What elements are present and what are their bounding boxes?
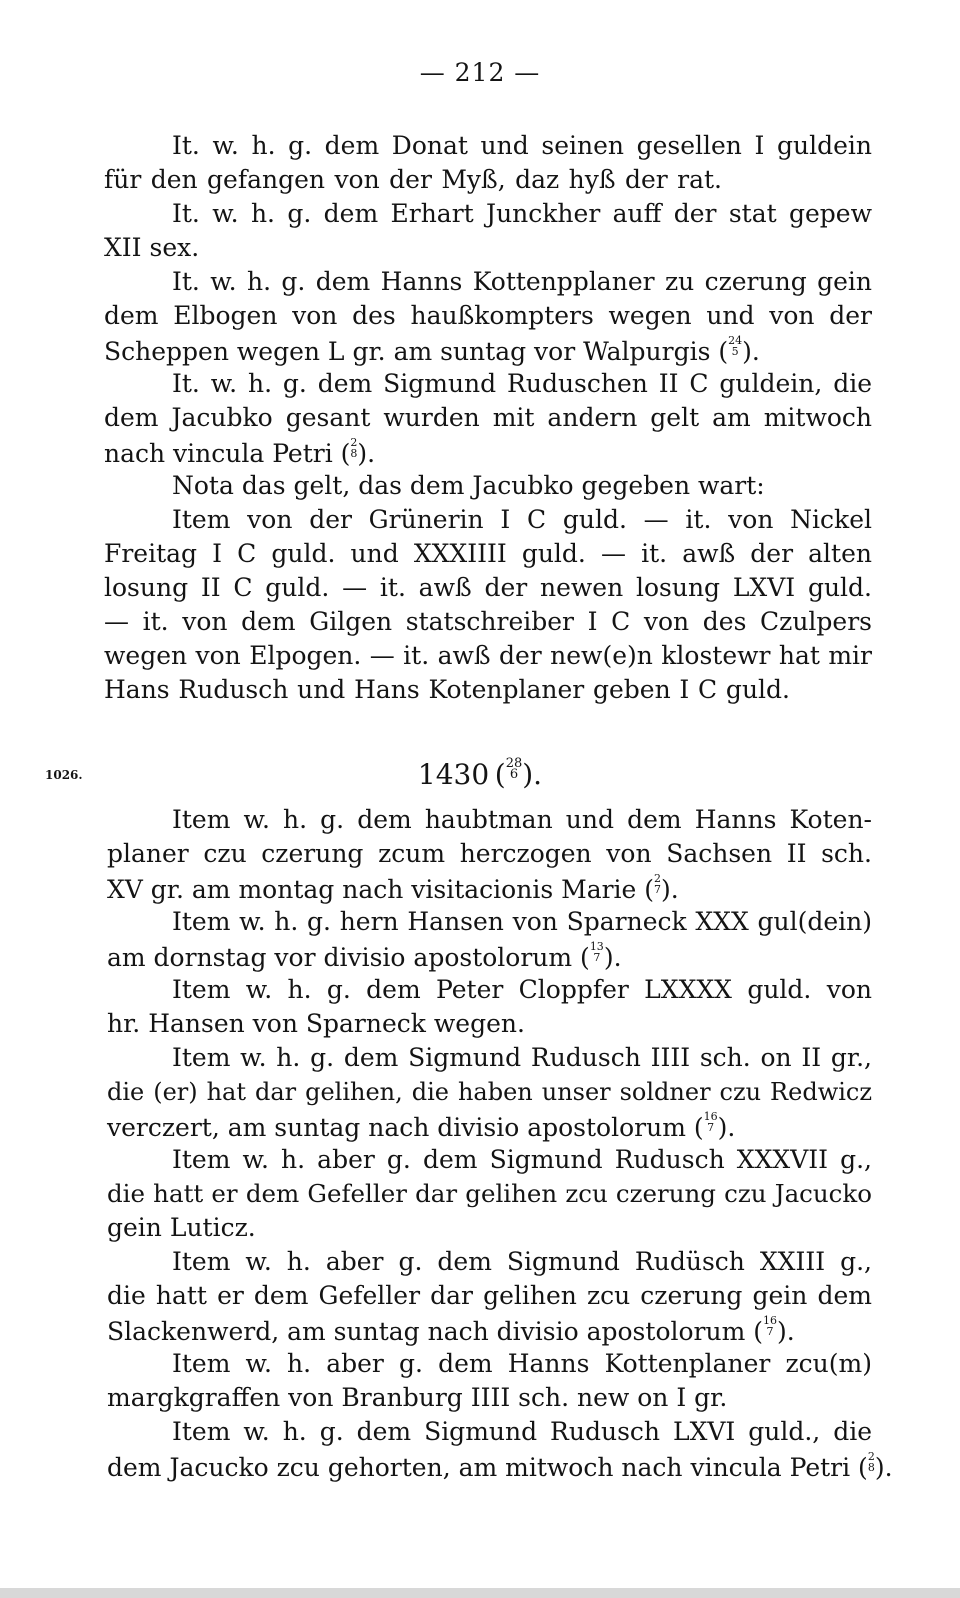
- date-fraction: 24 5: [728, 334, 743, 358]
- text-line: am dornstag vor divisio apostolorum ( 13 7 ).: [107, 940, 622, 972]
- date-fraction: 16 7: [763, 1314, 777, 1338]
- text-line: gein Luticz.: [107, 1213, 256, 1242]
- date-fraction: 28 6: [505, 756, 523, 782]
- margin-entry-number: 1026.: [45, 768, 83, 782]
- text-line: die hatt er dem Gefeller dar gelihen zcu czerung gein dem: [107, 1281, 872, 1310]
- text-line: It. w. h. g. dem Hanns Kottenpplaner zu czerung gein: [172, 267, 872, 296]
- text-line: für den gefangen von der Myß, daz hyß der rat.: [104, 165, 722, 194]
- text-line: Slackenwerd, am suntag nach divisio apostolorum ( 16 7 ).: [107, 1314, 795, 1346]
- text-line: Hans Rudusch und Hans Kotenplaner geben I C guld.: [104, 675, 790, 704]
- text-line: nach vincula Petri ( 2 8 ).: [104, 436, 376, 468]
- date-fraction: 13 7: [589, 940, 604, 964]
- text-line: Freitag I C guld. und XXXIIII guld. — it. awß der alten: [104, 539, 872, 568]
- page-number: — 212 —: [419, 58, 541, 87]
- text-line: losung II C guld. — it. awß der newen losung LXVI guld.: [104, 573, 872, 602]
- date-fraction: 2 8: [350, 436, 358, 460]
- text-line: wegen von Elpogen. — it. awß der new(e)n klostewr hat mir: [104, 641, 872, 670]
- text-line: Item w. h. g. dem Sigmund Rudusch LXVI guld., die: [172, 1417, 872, 1446]
- page-bottom-edge: [0, 1588, 960, 1598]
- text-line: margkgraffen von Branburg IIII sch. new on I gr.: [107, 1383, 728, 1412]
- text-line: It. w. h. g. dem Sigmund Ruduschen II C guldein, die: [172, 369, 872, 398]
- text-line: Item w. h. aber g. dem Sigmund Rudüsch XXIII g.,: [172, 1247, 872, 1276]
- text-line: Item w. h. g. dem Peter Cloppfer LXXXX guld. von: [172, 975, 872, 1004]
- text-line: Item w. h. g. dem Sigmund Rudusch IIII sch. on II gr.,: [172, 1043, 872, 1072]
- date-fraction: 2 7: [654, 872, 662, 896]
- text-line: dem Elbogen von des haußkompters wegen und von der: [104, 301, 872, 330]
- text-line: planer czu czerung zcum herczogen von Sachsen II sch.: [107, 839, 872, 868]
- text-line: die (er) hat dar gelihen, die haben unser soldner czu Redwicz: [107, 1078, 872, 1106]
- text-line: Scheppen wegen L gr. am suntag vor Walpurgis ( 24 5 ).: [104, 334, 760, 366]
- text-line: XV gr. am montag nach visitacionis Marie ( 2 7 ).: [107, 872, 679, 904]
- text-line: die hatt er dem Gefeller dar gelihen zcu czerung czu Jacucko: [107, 1179, 872, 1208]
- date-fraction: 16 7: [703, 1110, 718, 1134]
- text-line: Nota das gelt, das dem Jacubko gegeben wart:: [172, 471, 765, 500]
- text-line: Item w. h. aber g. dem Hanns Kottenplaner zcu(m): [172, 1349, 872, 1378]
- year-heading: 1430 ( 28 6 ).: [417, 756, 543, 791]
- text-line: — it. von dem Gilgen statschreiber I C von des Czulpers: [104, 607, 872, 636]
- text-line: dem Jacubko gesant wurden mit andern gelt am mitwoch: [104, 403, 872, 432]
- text-line: dem Jacucko zcu gehorten, am mitwoch nach vincula Petri ( 2 8 ).: [107, 1450, 893, 1482]
- text-line: XII sex.: [104, 233, 200, 262]
- text-line: Item w. h. g. hern Hansen von Sparneck XXX gul(dein): [172, 907, 872, 936]
- text-line: Item von der Grünerin I C guld. — it. von Nickel: [172, 505, 872, 534]
- text-line: It. w. h. g. dem Donat und seinen gesellen I guldein: [172, 131, 872, 160]
- text-line: verczert, am suntag nach divisio apostolorum ( 16 7 ).: [107, 1110, 736, 1142]
- text-line: Item w. h. aber g. dem Sigmund Rudusch XXXVII g.,: [172, 1145, 872, 1174]
- text-line: Item w. h. g. dem haubtman und dem Hanns Koten-: [172, 805, 872, 834]
- text-line: hr. Hansen von Sparneck wegen.: [107, 1009, 525, 1038]
- date-fraction: 2 8: [867, 1450, 875, 1474]
- text-line: It. w. h. g. dem Erhart Junckher auff der stat gepew: [172, 199, 872, 228]
